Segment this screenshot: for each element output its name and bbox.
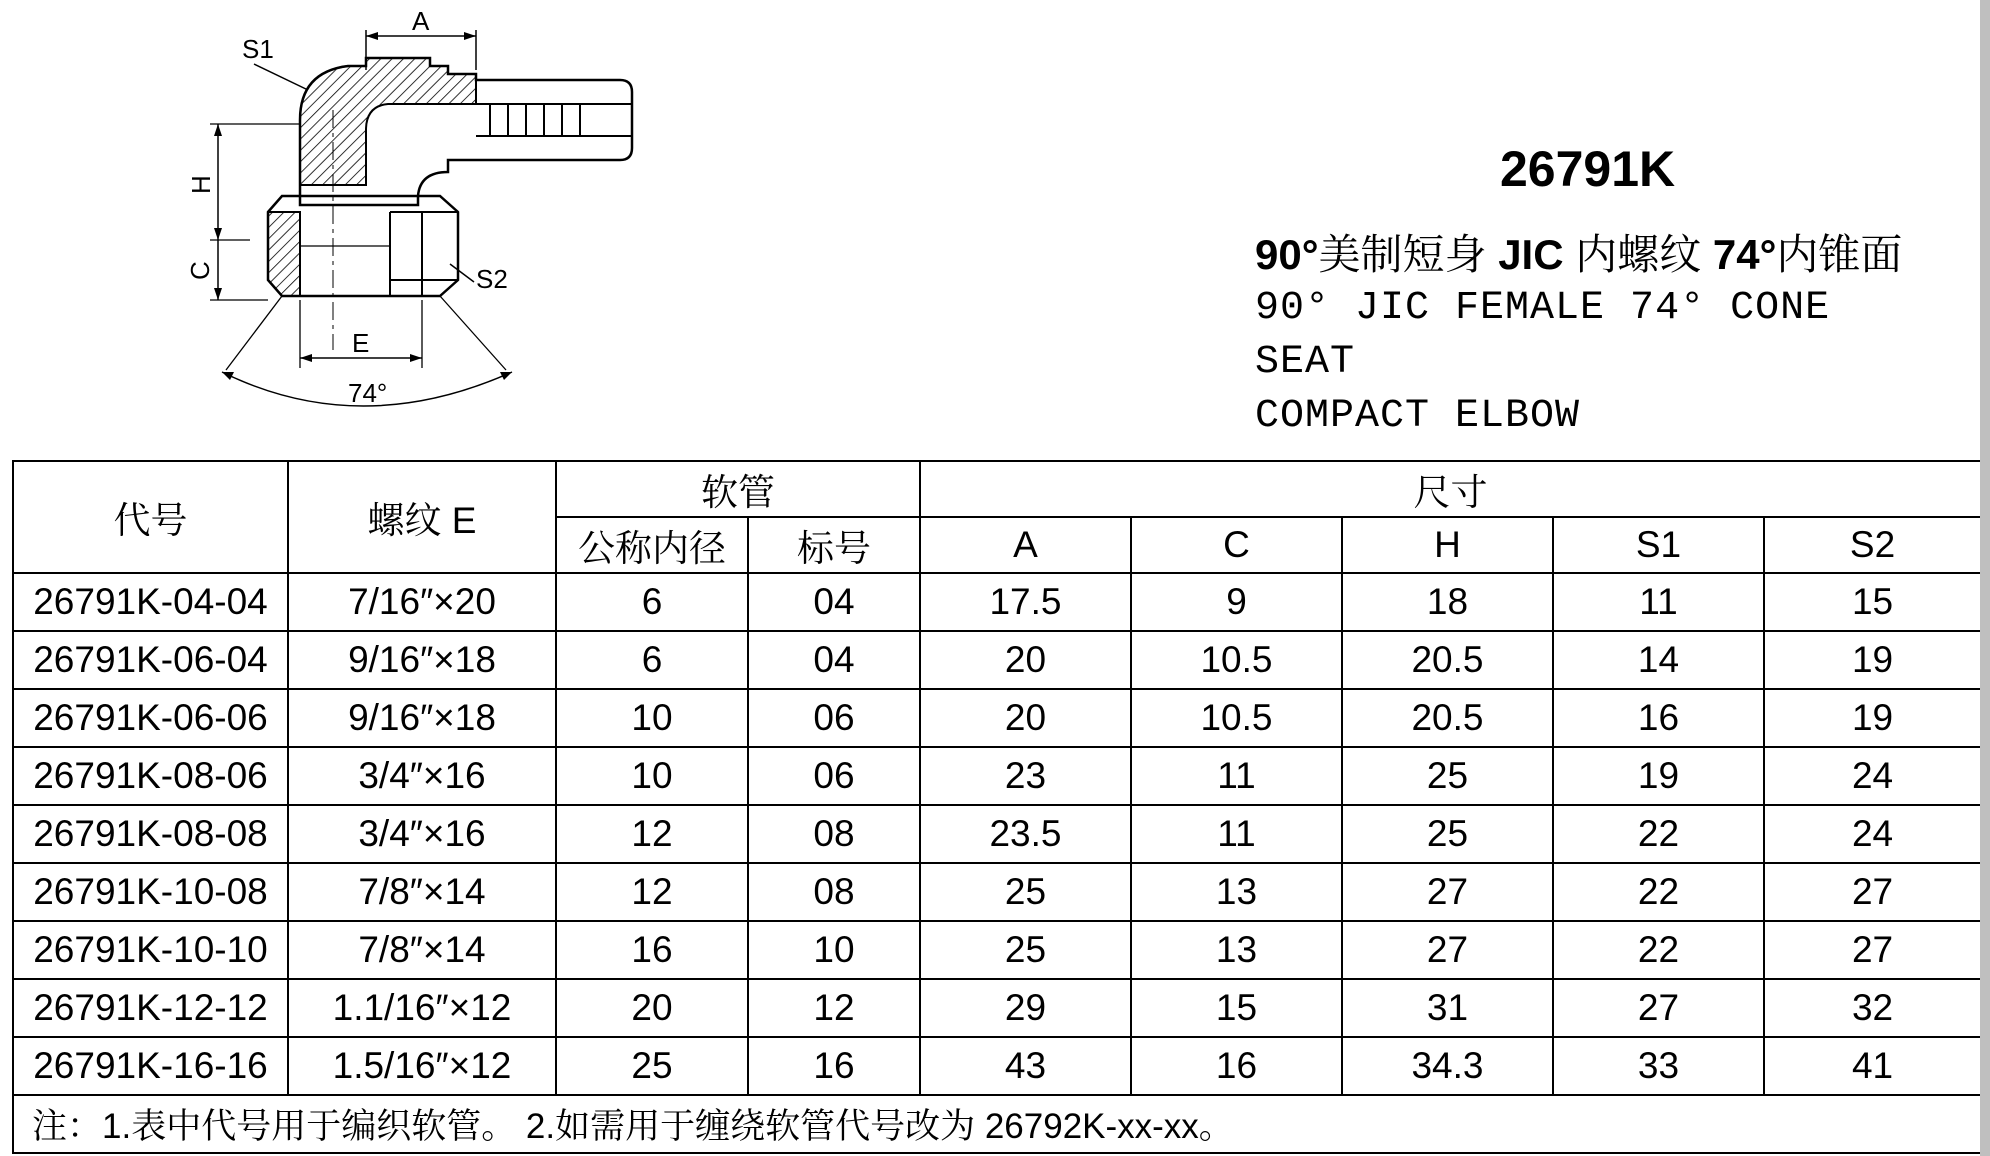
- cell-thread: 7/16″×20: [288, 573, 556, 631]
- cell-s2: 24: [1764, 805, 1981, 863]
- cell-c: 11: [1131, 805, 1342, 863]
- cell-code: 26791K-08-06: [13, 747, 288, 805]
- table-row: [13, 689, 1981, 747]
- cell-nominal-id: 10: [556, 747, 748, 805]
- cell-a: 20: [920, 689, 1131, 747]
- cell-s1: 22: [1553, 863, 1764, 921]
- header-nominal-id: 公称内径: [556, 517, 748, 573]
- cell-s1: 11: [1553, 573, 1764, 631]
- cell-nominal-id: 20: [556, 979, 748, 1037]
- label-s2: S2: [476, 264, 508, 294]
- cell-code: 26791K-12-12: [13, 979, 288, 1037]
- cell-thread: 7/8″×14: [288, 921, 556, 979]
- cell-code: 26791K-16-16: [13, 1037, 288, 1095]
- table-row: [13, 573, 1981, 631]
- header-hose: 软管: [556, 461, 920, 517]
- cell-a: 17.5: [920, 573, 1131, 631]
- cell-dash: 06: [748, 689, 920, 747]
- label-c: C: [185, 261, 215, 280]
- header-c: C: [1131, 517, 1342, 573]
- cell-c: 9: [1131, 573, 1342, 631]
- cell-s1: 14: [1553, 631, 1764, 689]
- cell-s2: 15: [1764, 573, 1981, 631]
- cell-a: 20: [920, 631, 1131, 689]
- spec-table-body: [13, 573, 1981, 1095]
- cell-h: 25: [1342, 805, 1553, 863]
- header-size: 尺寸: [920, 461, 1981, 517]
- cell-s2: 19: [1764, 689, 1981, 747]
- table-row: [13, 863, 1981, 921]
- cell-nominal-id: 12: [556, 805, 748, 863]
- header-thread: 螺纹 E: [288, 461, 556, 573]
- cell-thread: 7/8″×14: [288, 863, 556, 921]
- cell-h: 20.5: [1342, 631, 1553, 689]
- cell-s1: 27: [1553, 979, 1764, 1037]
- product-title-cn: 90°美制短身 JIC 内螺纹 74°内锥面: [1255, 231, 1903, 278]
- cell-thread: 9/16″×18: [288, 631, 556, 689]
- cell-s1: 33: [1553, 1037, 1764, 1095]
- elbow-fitting-drawing: [185, 0, 660, 420]
- table-row: [13, 1037, 1981, 1095]
- header-dash: 标号: [748, 517, 920, 573]
- cell-c: 10.5: [1131, 631, 1342, 689]
- cell-code: 26791K-06-04: [13, 631, 288, 689]
- cell-dash: 08: [748, 805, 920, 863]
- cell-c: 13: [1131, 863, 1342, 921]
- spec-table: [12, 460, 1982, 1154]
- cell-dash: 08: [748, 863, 920, 921]
- cell-h: 27: [1342, 921, 1553, 979]
- cell-a: 25: [920, 921, 1131, 979]
- cell-s1: 19: [1553, 747, 1764, 805]
- cell-code: 26791K-10-08: [13, 863, 288, 921]
- table-row: [13, 631, 1981, 689]
- cell-code: 26791K-04-04: [13, 573, 288, 631]
- cell-h: 20.5: [1342, 689, 1553, 747]
- label-s1: S1: [242, 34, 274, 64]
- product-title-en-line2: COMPACT ELBOW: [1255, 394, 1581, 439]
- cell-s2: 27: [1764, 921, 1981, 979]
- cell-thread: 1.1/16″×12: [288, 979, 556, 1037]
- cell-c: 15: [1131, 979, 1342, 1037]
- cell-h: 25: [1342, 747, 1553, 805]
- product-code: 26791K: [1500, 141, 1676, 197]
- header-s1: S1: [1553, 517, 1764, 573]
- cell-nominal-id: 25: [556, 1037, 748, 1095]
- label-angle: 74°: [348, 378, 388, 408]
- cell-s1: 22: [1553, 921, 1764, 979]
- cell-thread: 1.5/16″×12: [288, 1037, 556, 1095]
- cell-thread: 9/16″×18: [288, 689, 556, 747]
- cell-nominal-id: 16: [556, 921, 748, 979]
- cell-s2: 41: [1764, 1037, 1981, 1095]
- cell-dash: 04: [748, 573, 920, 631]
- cell-h: 18: [1342, 573, 1553, 631]
- cell-s2: 19: [1764, 631, 1981, 689]
- header-s2: S2: [1764, 517, 1981, 573]
- cell-dash: 06: [748, 747, 920, 805]
- label-h: H: [186, 175, 216, 194]
- cell-h: 31: [1342, 979, 1553, 1037]
- cell-s2: 27: [1764, 863, 1981, 921]
- cell-s2: 24: [1764, 747, 1981, 805]
- header-h: H: [1342, 517, 1553, 573]
- cell-nominal-id: 10: [556, 689, 748, 747]
- cell-thread: 3/4″×16: [288, 747, 556, 805]
- cell-a: 43: [920, 1037, 1131, 1095]
- table-row: [13, 747, 1981, 805]
- cell-nominal-id: 12: [556, 863, 748, 921]
- cell-c: 16: [1131, 1037, 1342, 1095]
- page-edge: [1980, 0, 1990, 1156]
- table-row: [13, 979, 1981, 1037]
- cell-nominal-id: 6: [556, 573, 748, 631]
- cell-a: 23: [920, 747, 1131, 805]
- cell-a: 23.5: [920, 805, 1131, 863]
- table-row: [13, 805, 1981, 863]
- cell-c: 13: [1131, 921, 1342, 979]
- product-title-en: [1255, 282, 1955, 444]
- cell-h: 27: [1342, 863, 1553, 921]
- cell-dash: 04: [748, 631, 920, 689]
- cell-dash: 10: [748, 921, 920, 979]
- header-code: 代号: [13, 461, 288, 573]
- header-a: A: [920, 517, 1131, 573]
- table-note: 注：1.表中代号用于编织软管。 2.如需用于缠绕软管代号改为 26792K-xx-xx。: [13, 1095, 1981, 1153]
- table-row: [13, 921, 1981, 979]
- cell-code: 26791K-08-08: [13, 805, 288, 863]
- product-title-en-line1: 90° JIC FEMALE 74° CONE SEAT: [1255, 286, 1831, 385]
- cell-c: 10.5: [1131, 689, 1342, 747]
- cell-a: 25: [920, 863, 1131, 921]
- cell-dash: 16: [748, 1037, 920, 1095]
- cell-code: 26791K-06-06: [13, 689, 288, 747]
- cell-s2: 32: [1764, 979, 1981, 1037]
- label-a: A: [412, 6, 430, 36]
- cell-a: 29: [920, 979, 1131, 1037]
- label-e: E: [352, 328, 370, 358]
- cell-s1: 16: [1553, 689, 1764, 747]
- cell-nominal-id: 6: [556, 631, 748, 689]
- cell-thread: 3/4″×16: [288, 805, 556, 863]
- cell-c: 11: [1131, 747, 1342, 805]
- cell-code: 26791K-10-10: [13, 921, 288, 979]
- cell-dash: 12: [748, 979, 920, 1037]
- cell-s1: 22: [1553, 805, 1764, 863]
- cell-h: 34.3: [1342, 1037, 1553, 1095]
